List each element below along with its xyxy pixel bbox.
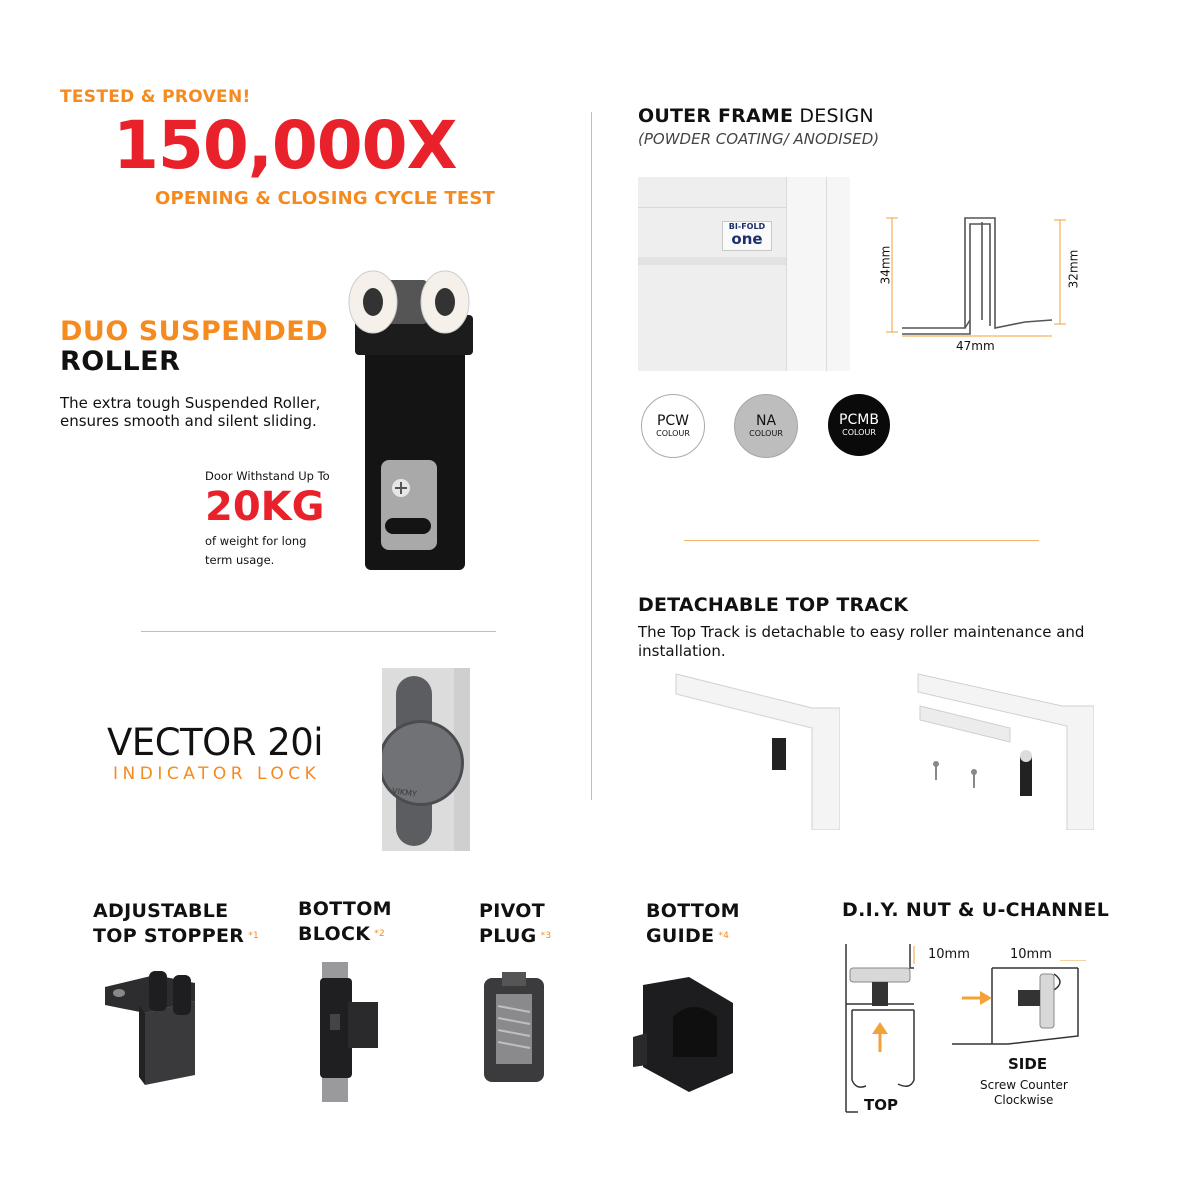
top-stopper-image [95,965,215,1085]
outer-frame-subtitle: (POWDER COATING/ ANODISED) [638,130,880,148]
bottom-guide-image [633,977,739,1092]
dim-inner-label: 32mm [1066,249,1081,289]
roller-image [335,270,480,575]
outer-frame-title-bold: OUTER FRAME [638,105,794,127]
frame-image [638,177,850,371]
roller-desc-1: The extra tough Suspended Roller, [60,394,321,412]
bifold-logo: BI-FOLD one [722,221,772,251]
roller-title-1: DUO SUSPENDED [60,316,329,347]
part-title-3: PIVOT PLUG $^{*3}$ [479,900,552,947]
diy-title: D.I.Y. NUT & U-CHANNEL [842,899,1110,921]
tested-kicker: TESTED & PROVEN! [60,87,251,107]
part-title-1: ADJUSTABLE TOP STOPPER $^{*1}$ [93,900,260,947]
weight-tail-1: of weight for long [205,534,307,548]
center-divider [591,112,592,800]
diy-label-side: SIDE [1008,1055,1048,1073]
outer-frame-title [638,105,874,127]
diy-side-diagram [948,960,1088,1050]
dim-height-label: 34mm [878,245,893,285]
outer-frame-title-rest: DESIGN [793,105,874,127]
right-divider [684,540,1039,541]
diy-side-note-2: Clockwise [994,1093,1054,1107]
bottom-block-image [318,962,382,1102]
top-track-title: DETACHABLE TOP TRACK [638,594,909,616]
lock-knob-text: VIKMY [391,786,418,799]
diy-side-note-1: Screw Counter [980,1078,1068,1092]
part-title-4: BOTTOM GUIDE $^{*4}$ [646,900,740,947]
top-track-image-detached [912,672,1094,830]
lock-image [382,668,470,851]
swatch-na: NA COLOUR [734,394,798,458]
dim-width-label: 47mm [956,339,995,353]
weight-tail-2: term usage. [205,553,275,567]
swatch-pcmb: PCMB COLOUR [828,394,890,456]
roller-title-2: ROLLER [60,346,181,377]
top-track-desc-2: installation. [638,642,726,660]
diy-dim-top: 10mm [928,947,970,962]
weight-intro: Door Withstand Up To [205,469,330,483]
diy-label-top: TOP [864,1096,898,1114]
top-track-image-assembled [662,668,840,830]
lock-subtitle: INDICATOR LOCK [113,764,321,784]
cycle-headline: 150,000X [113,107,457,184]
diy-top-diagram [836,940,926,1116]
weight-value: 20KG [205,484,325,530]
swatch-pcw: PCW COLOUR [641,394,705,458]
cycle-subline: OPENING & CLOSING CYCLE TEST [155,188,495,209]
diy-dim-side: 10mm [1010,947,1052,962]
lock-name: VECTOR 20i [107,721,324,764]
roller-desc-2: ensures smooth and silent sliding. [60,412,317,430]
left-divider [141,631,496,632]
part-title-2: BOTTOM BLOCK $^{*2}$ [298,898,392,945]
top-track-desc-1: The Top Track is detachable to easy roller maintenance and [638,623,1085,641]
pivot-plug-image [478,972,550,1090]
